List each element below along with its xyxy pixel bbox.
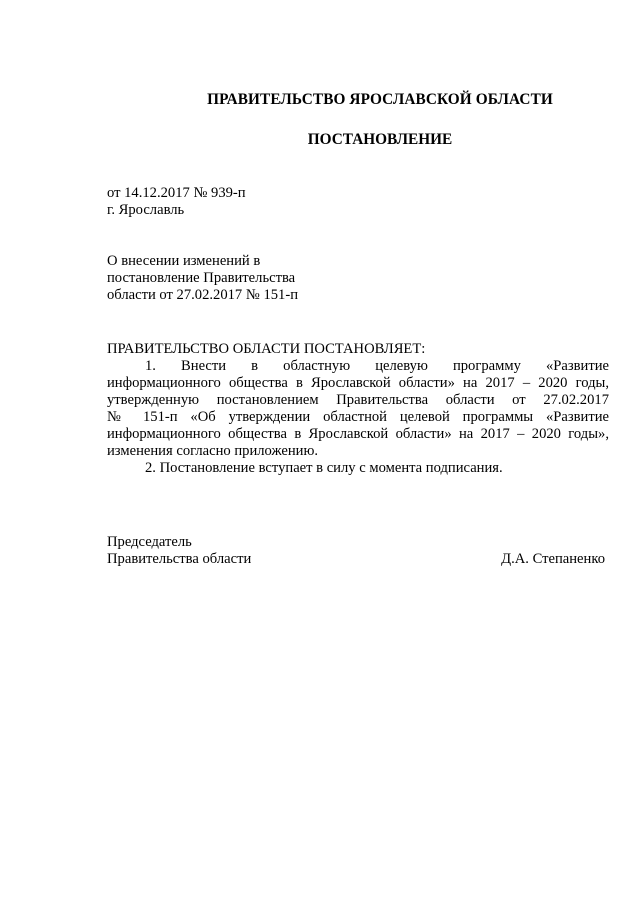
item1-line: информационного общества в Ярославской области» на 2017 – 2020 годы», [107, 426, 609, 442]
decree-preamble: ПРАВИТЕЛЬСТВО ОБЛАСТИ ПОСТАНОВЛЯЕТ: [107, 341, 426, 357]
subject-line: постановление Правительства [107, 270, 296, 286]
signature-row [107, 551, 605, 568]
item1-line: информационного общества в Ярославской области» на 2017 – 2020 годы, [107, 375, 609, 391]
item2: 2. Постановление вступает в силу с момента подписания. [145, 460, 503, 476]
item1-line: утвержденную постановлением Правительства области от 27.02.2017 [107, 392, 609, 408]
signer-position-line2: Правительства области [107, 551, 252, 567]
subject-line: области от 27.02.2017 № 151-п [107, 287, 299, 303]
decree-body [107, 341, 609, 477]
document-type: ПОСТАНОВЛЕНИЕ [307, 131, 453, 148]
authority-title: ПРАВИТЕЛЬСТВО ЯРОСЛАВСКОЙ ОБЛАСТИ [207, 91, 553, 108]
document-meta [107, 185, 246, 219]
item1-line: № 151-п «Об утверждении областной целевой программы «Развитие [107, 409, 609, 425]
item1-last-line: изменения согласно приложению. [107, 443, 319, 459]
item1-line: 1. Внести в областную целевую программу «Развитие [145, 358, 609, 374]
city: г. Ярославль [107, 202, 185, 218]
signer-name: Д.А. Степаненко [501, 551, 605, 567]
signer-position-line1: Председатель [107, 534, 192, 550]
date-number: от 14.12.2017 № 939-п [107, 185, 246, 201]
subject-line: О внесении изменений в [107, 253, 261, 269]
signature-block [107, 534, 605, 568]
document-subject [107, 253, 298, 304]
